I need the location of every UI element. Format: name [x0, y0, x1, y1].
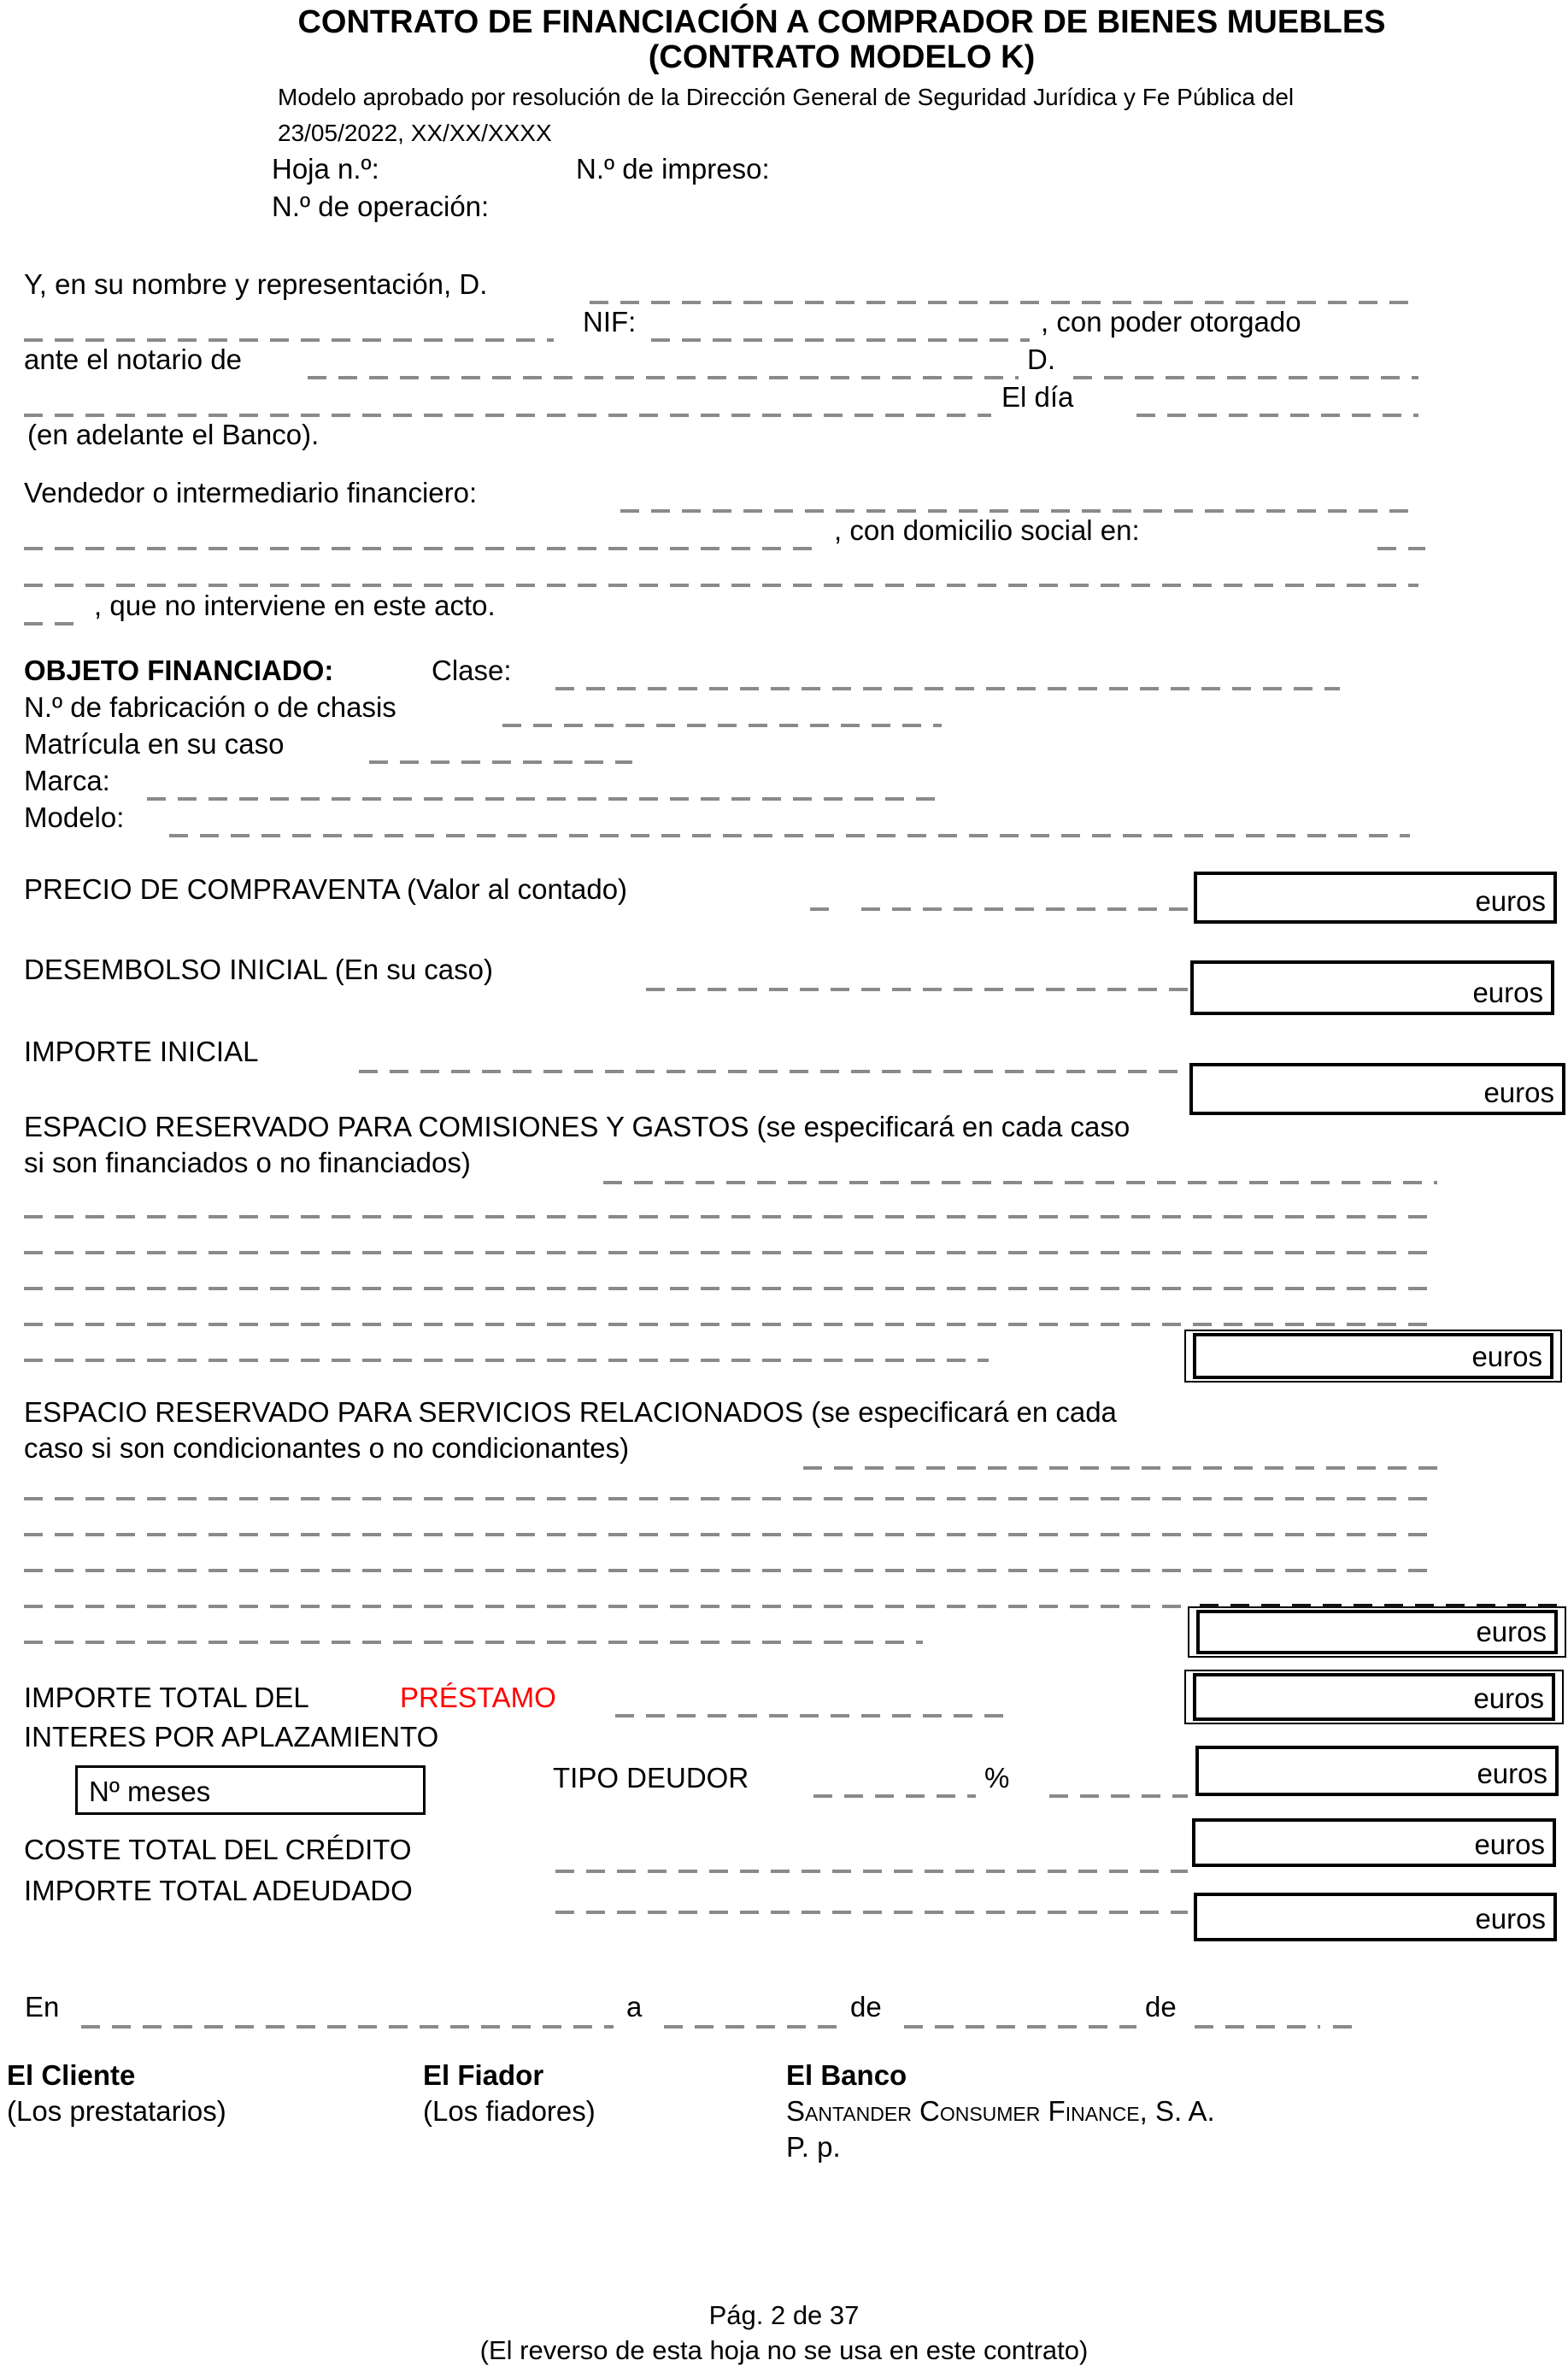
page-title-line1: CONTRATO DE FINANCIACIÓN A COMPRADOR DE BIENES MUEBLES	[297, 4, 1386, 40]
commissions-currency: euros	[1471, 1341, 1542, 1372]
services-blank-3	[24, 1569, 1437, 1572]
office-blank-start	[1377, 547, 1425, 550]
commissions-blank-1	[24, 1215, 1437, 1218]
commissions-amount-box-inner	[1193, 1333, 1553, 1379]
purchase-price-blank-b	[861, 907, 1189, 911]
date-de-label-1: de	[850, 1991, 882, 2023]
down-payment-amount-box	[1190, 960, 1554, 1015]
loan-total-label: IMPORTE TOTAL DEL	[24, 1682, 309, 1713]
nif-blank	[651, 338, 1030, 342]
signature-guarantor-subtitle: (Los fiadores)	[423, 2095, 596, 2127]
purchase-price-amount-box	[1194, 872, 1557, 924]
commissions-blank-3	[24, 1287, 1437, 1290]
services-heading-line2: caso si son condicionantes o no condicionantes)	[24, 1432, 630, 1464]
model-blank	[169, 834, 1410, 837]
total-credit-cost-blank	[555, 1870, 1188, 1873]
percent-sign: %	[984, 1762, 1010, 1794]
bank-alias-text: (en adelante el Banco).	[27, 419, 320, 450]
debtor-rate-blank	[813, 1794, 976, 1798]
months-box-label: Nº meses	[89, 1776, 211, 1807]
not-intervene-text: , que no interviene en este acto.	[94, 590, 496, 621]
initial-amount-label: IMPORTE INICIAL	[24, 1036, 259, 1067]
notary-name-blank-2	[24, 414, 991, 417]
date-a-label: a	[626, 1991, 643, 2023]
initial-amount-blank	[359, 1070, 1188, 1073]
representative-name-blank-2	[24, 338, 554, 342]
loan-total-highlight: PRÉSTAMO	[400, 1682, 556, 1713]
date-de-label-2: de	[1145, 1991, 1177, 2023]
notary-name-blank	[1073, 376, 1418, 379]
signature-bank-title: El Banco	[786, 2059, 907, 2091]
commissions-blank-5	[24, 1359, 989, 1362]
purchase-price-currency: euros	[1475, 885, 1546, 917]
initial-amount-currency: euros	[1483, 1077, 1554, 1108]
services-heading-line1: ESPACIO RESERVADO PARA SERVICIOS RELACIONADOS (se especificará en cada	[24, 1396, 1117, 1428]
notary-d-label: D.	[1027, 343, 1055, 375]
commissions-blank-0	[603, 1181, 1437, 1184]
registered-office-text: , con domicilio social en:	[834, 514, 1140, 546]
services-blank-0	[803, 1466, 1437, 1470]
debtor-rate-blank-2	[1049, 1794, 1188, 1798]
commissions-blank-2	[24, 1251, 1437, 1254]
nif-label: NIF:	[583, 306, 637, 338]
sheet-number-label: Hoja n.º:	[272, 153, 379, 185]
vendor-name-blank	[620, 509, 1418, 513]
services-currency: euros	[1476, 1616, 1547, 1647]
brand-label: Marca:	[24, 765, 110, 796]
brand-blank	[147, 797, 940, 801]
purchase-price-blank-a	[810, 907, 839, 911]
total-credit-cost-amount-box	[1192, 1818, 1556, 1867]
vendor-label: Vendedor o intermediario financiero:	[24, 477, 478, 508]
financed-object-label: OBJETO FINANCIADO:	[24, 655, 334, 686]
reverse-note: (El reverso de esta hoja no se usa en este contrato)	[479, 2335, 1089, 2365]
services-amount-box	[1188, 1606, 1566, 1658]
page-indicator: Pág. 2 de 37	[708, 2300, 860, 2330]
commissions-blank-4	[24, 1323, 1437, 1326]
total-owed-amount-box	[1194, 1893, 1557, 1941]
loan-total-amount-box	[1184, 1670, 1564, 1724]
day-label: El día	[1001, 381, 1074, 413]
object-class-label: Clase:	[432, 655, 512, 686]
representation-intro: Y, en su nombre y representación, D.	[24, 268, 488, 300]
approval-resolution-line2: 23/05/2022, XX/XX/XXXX	[278, 120, 552, 146]
object-class-blank	[555, 687, 1340, 690]
loan-total-blank	[615, 1714, 1007, 1717]
date-place-blank	[81, 2025, 614, 2029]
total-credit-cost-currency: euros	[1474, 1829, 1545, 1860]
signature-client-title: El Cliente	[7, 2059, 136, 2091]
date-in-label: En	[25, 1991, 60, 2023]
down-payment-currency: euros	[1472, 977, 1543, 1008]
office-address-blank	[24, 584, 1418, 587]
deferral-interest-label: INTERES POR APLAZAMIENTO	[24, 1721, 439, 1753]
signature-guarantor-title: El Fiador	[423, 2059, 544, 2091]
signature-bank-name: Santander Consumer Finance, S. A.	[786, 2095, 1215, 2127]
signature-client-subtitle: (Los prestatarios)	[7, 2095, 226, 2127]
loan-total-currency: euros	[1473, 1682, 1544, 1714]
purchase-price-label: PRECIO DE COMPRAVENTA (Valor al contado)	[24, 873, 628, 905]
notary-city-blank	[308, 376, 1019, 379]
print-number-label: N.º de impreso:	[576, 153, 770, 185]
before-notary-text: ante el notario de	[24, 343, 243, 375]
approval-resolution-line1: Modelo aprobado por resolución de la Dirección General de Seguridad Jurídica y Fe Pública del	[278, 84, 1295, 110]
debtor-rate-label: TIPO DEUDOR	[553, 1762, 749, 1794]
services-blank-over-box	[1200, 1604, 1559, 1608]
services-blank-2	[24, 1533, 1437, 1536]
operation-number-label: N.º de operación:	[272, 191, 490, 222]
down-payment-label: DESEMBOLSO INICIAL (En su caso)	[24, 954, 493, 985]
total-owed-blank	[555, 1911, 1188, 1914]
total-owed-currency: euros	[1475, 1903, 1546, 1935]
date-day-blank	[664, 2025, 837, 2029]
loan-total-amount-box-inner	[1193, 1673, 1555, 1721]
total-owed-label: IMPORTE TOTAL ADEUDADO	[24, 1875, 413, 1906]
date-month-blank	[904, 2025, 1136, 2029]
vendor-name-blank-2	[24, 547, 822, 550]
services-blank-5	[24, 1641, 923, 1644]
model-label: Modelo:	[24, 801, 125, 833]
power-date-blank	[1136, 414, 1418, 417]
total-credit-cost-label: COSTE TOTAL DEL CRÉDITO	[24, 1834, 412, 1865]
services-blank-1	[24, 1497, 1437, 1500]
plate-blank	[369, 760, 632, 764]
signature-bank-pp: P. p.	[786, 2131, 841, 2163]
representative-name-blank	[590, 301, 1418, 304]
power-granted-text: , con poder otorgado	[1041, 306, 1301, 338]
commissions-amount-box	[1184, 1330, 1562, 1383]
down-payment-blank	[646, 988, 1188, 991]
serial-number-blank	[502, 724, 942, 727]
date-year-blank	[1195, 2025, 1320, 2029]
deferral-interest-amount-box	[1195, 1746, 1559, 1796]
office-address-blank-2	[24, 622, 82, 625]
date-year-blank-2	[1333, 2025, 1359, 2029]
services-amount-box-inner	[1196, 1610, 1558, 1654]
commissions-heading-line2: si son financiados o no financiados)	[24, 1147, 471, 1178]
initial-amount-box	[1189, 1063, 1565, 1115]
commissions-heading-line1: ESPACIO RESERVADO PARA COMISIONES Y GASTOS (se especificará en cada caso	[24, 1111, 1130, 1142]
plate-label: Matrícula en su caso	[24, 728, 285, 760]
page-title-line2: (CONTRATO MODELO K)	[648, 39, 1036, 75]
services-blank-4	[24, 1605, 1188, 1608]
months-box	[75, 1765, 426, 1815]
serial-number-label: N.º de fabricación o de chasis	[24, 691, 396, 723]
deferral-interest-currency: euros	[1477, 1758, 1547, 1789]
